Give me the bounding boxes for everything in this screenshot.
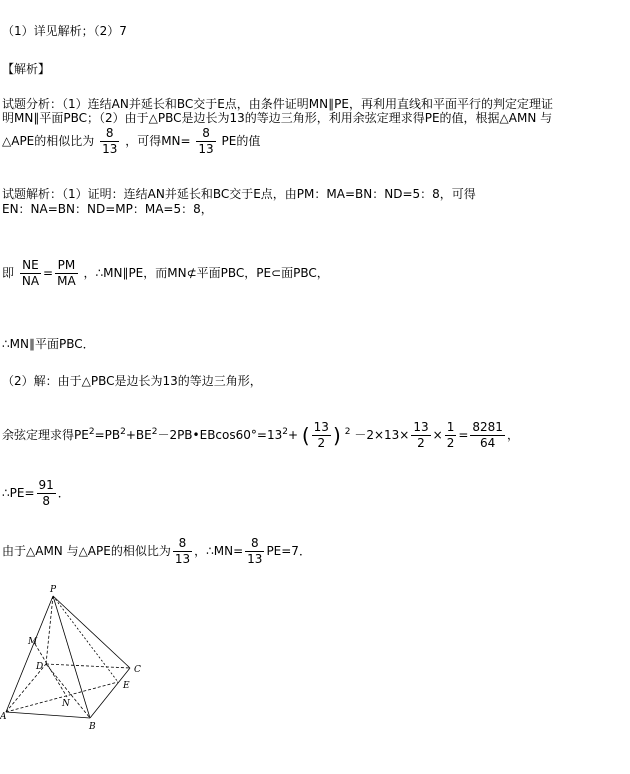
edge-dc [46,664,130,668]
pe-value-line: ∴PE= $\frac{91}{8}$ ． [2,478,70,508]
hint-text-c: PE的值 [221,134,261,148]
label-d: D [36,662,44,672]
label-e: E [123,681,130,691]
half-thirteen-fraction: $\frac{13}{2}$ [313,420,329,450]
mn-value-line: 由于△AMN 与△APE的相似比为 $\frac{8}{13}$ ，∴MN= $\frac{8}{13}$ PE=7． [2,536,311,566]
ratio-fraction: $\frac{8}{13}$ [102,126,118,156]
mn-ratio-fraction-2: $\frac{8}{13}$ [247,536,263,566]
proof-line-1: 试题解析：（1）证明：连结AN并延长和BC交于E点，由PM：MA=BN：ND=5：8，可得 [2,187,476,201]
edge-pc [53,596,130,668]
label-n: N [62,699,70,709]
pyramid-figure [0,582,160,742]
edge-pa [6,596,53,712]
hint-line-1: 试题分析：（1）连结AN并延长和BC交于E点，由条件证明MN∥PE，再利用直线和平面平行的判定定理证 [2,97,553,111]
mn-ratio-fraction: $\frac{8}{13}$ [174,536,191,566]
thirteen-over-two: $\frac{13}{2}$ [413,420,429,450]
hint-line-3 [2,126,260,157]
answer-line: （1）详见解析；（2）7 [2,24,127,38]
proof-conclusion-1: ∴MN∥平面PBC． [2,337,95,351]
result-fraction: $\frac{8281}{64}$ [472,420,503,450]
proof-ratio-line: 即 $\frac{NE}{NA}$ = $\frac{PM}{MA}$ ，∴MN∥PE，而MN⊄平面PBC，PE⊂面PBC， [2,258,329,288]
ne-na-fraction: $\frac{NE}{NA}$ [21,258,40,288]
label-c: C [134,665,141,675]
pm-ma-fraction: $\frac{PM}{MA}$ [57,258,76,288]
pe-fraction: $\frac{91}{8}$ [38,478,54,508]
label-m: M [28,637,38,647]
label-a: A [0,712,7,722]
hint-line-2: 明MN∥平面PBC；（2）由于△PBC是边长为13的等边三角形，利用余弦定理求得PE的值，根据△AMN 与 [2,111,553,125]
analysis-heading: 【解析】 [2,62,51,76]
edge-ab [6,712,90,718]
hint-text-b: ，可得MN= [125,134,191,148]
ratio-fraction-2: $\frac{8}{13}$ [198,126,214,156]
one-over-two: $\frac{1}{2}$ [446,420,455,450]
edge-pd [46,596,53,664]
label-b: B [89,722,96,732]
line-pe [53,596,118,682]
label-p: P [50,585,57,595]
hint-text-a: △APE的相似比为 [2,134,95,148]
part2-intro: （2）解：由于△PBC是边长为13的等边三角形， [2,374,262,388]
edge-pb [53,596,90,718]
edge-bc [90,668,130,718]
cosine-law-line: 余弦定理求得$PE^2=PB^2+BE^2-2PB•EBcos60^\circ=13^2+$ ( $\frac{13}{2}$ ) $^2$ －2×13× $\frac{13}{2}$ × $\frac{1}{2}$ = $\frac{8281}{64}$ ， [2,420,519,450]
proof-line-2: EN：NA=BN：ND=MP：MA=5：8， [2,202,213,216]
